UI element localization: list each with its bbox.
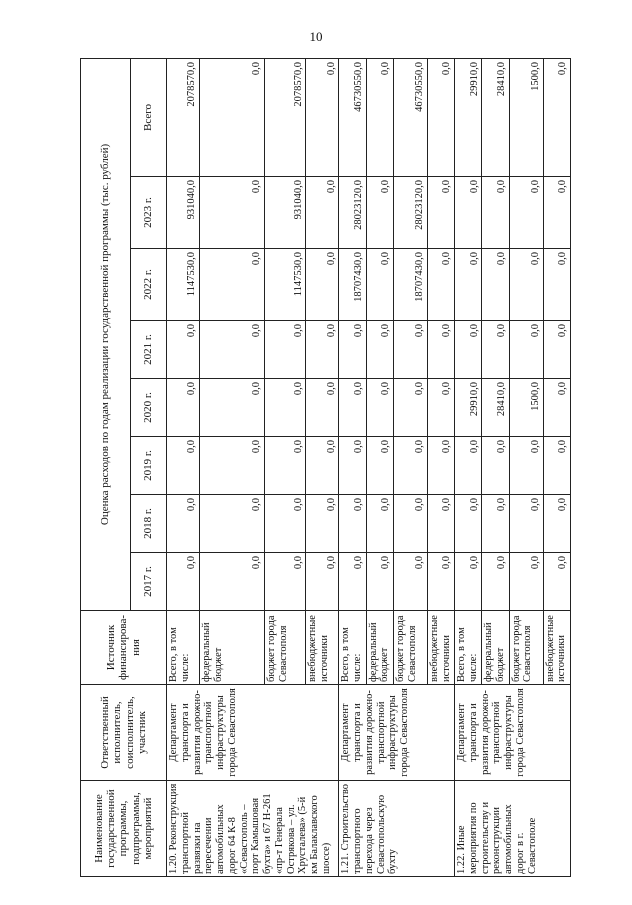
header-year: 2017 г. (131, 553, 167, 611)
year-value: 0,0 (200, 553, 265, 611)
year-value: 0,0 (306, 553, 339, 611)
year-value: 0,0 (393, 379, 427, 437)
year-value: 0,0 (543, 437, 570, 495)
year-value: 0,0 (339, 321, 366, 379)
year-value: 0,0 (427, 177, 454, 249)
year-value: 0,0 (306, 177, 339, 249)
year-value: 1147530,0 (265, 249, 306, 321)
year-value: 0,0 (427, 553, 454, 611)
year-value: 0,0 (482, 495, 509, 553)
year-value: 0,0 (455, 437, 482, 495)
total-value: 1500,0 (509, 58, 543, 176)
funding-source: внебюджетные источники (306, 611, 339, 685)
page-number: 10 (309, 29, 323, 44)
year-value: 0,0 (455, 249, 482, 321)
year-value: 0,0 (366, 379, 393, 437)
year-value: 0,0 (200, 379, 265, 437)
year-value: 0,0 (543, 495, 570, 553)
funding-source: федеральный бюджет (366, 611, 393, 685)
year-value: 0,0 (167, 321, 200, 379)
year-value: 0,0 (427, 321, 454, 379)
funding-source: бюджет города Севастополя (393, 611, 427, 685)
total-value: 0,0 (200, 58, 265, 176)
total-value: 28410,0 (482, 58, 509, 176)
year-value: 0,0 (543, 321, 570, 379)
year-value: 0,0 (455, 321, 482, 379)
total-value: 0,0 (306, 58, 339, 176)
header-source: Источник финансирова-ния (81, 611, 167, 685)
funding-source: Всего, в том числе: (167, 611, 200, 685)
year-value: 0,0 (200, 437, 265, 495)
total-value: 2078570,0 (265, 58, 306, 176)
year-value: 0,0 (366, 553, 393, 611)
table-row (339, 58, 366, 876)
year-value: 0,0 (306, 379, 339, 437)
year-value: 0,0 (393, 321, 427, 379)
year-value: 18707430,0 (339, 249, 366, 321)
year-value: 0,0 (306, 249, 339, 321)
year-value: 0,0 (393, 553, 427, 611)
table-row (455, 58, 482, 876)
year-value: 0,0 (427, 379, 454, 437)
year-value: 0,0 (306, 495, 339, 553)
header-year: 2019 г. (131, 437, 167, 495)
year-value: 0,0 (366, 495, 393, 553)
year-value: 0,0 (509, 177, 543, 249)
total-value: 0,0 (366, 58, 393, 176)
year-value: 0,0 (543, 177, 570, 249)
year-value: 0,0 (393, 495, 427, 553)
responsible-executor: Департамент транспорта и развития дорожно-транспортной инфраструктуры города Севастополя (455, 685, 571, 781)
total-value: 0,0 (427, 58, 454, 176)
total-value: 29910,0 (455, 58, 482, 176)
year-value: 1500,0 (509, 379, 543, 437)
measure-name: 1.22. Иные мероприятия по строительству и реконструкции автомобильных дорог в г. Севастополе (455, 781, 571, 877)
year-value: 931040,0 (167, 177, 200, 249)
funding-source: внебюджетные источники (543, 611, 570, 685)
year-value: 0,0 (339, 437, 366, 495)
responsible-executor: Департамент транспорта и развития дорожно-транспортной инфраструктуры города Севастополя (339, 685, 455, 781)
year-value: 0,0 (339, 553, 366, 611)
total-value: 46730550,0 (339, 58, 366, 176)
year-value: 0,0 (265, 495, 306, 553)
total-value: 46730550,0 (393, 58, 427, 176)
year-value: 0,0 (455, 495, 482, 553)
year-value: 0,0 (366, 437, 393, 495)
year-value: 931040,0 (265, 177, 306, 249)
total-value: 2078570,0 (167, 58, 200, 176)
year-value: 0,0 (167, 495, 200, 553)
year-value: 0,0 (427, 249, 454, 321)
year-value: 0,0 (509, 553, 543, 611)
year-value: 0,0 (482, 249, 509, 321)
year-value: 0,0 (509, 437, 543, 495)
year-value: 28023120,0 (339, 177, 366, 249)
year-value: 0,0 (509, 495, 543, 553)
year-value: 0,0 (265, 553, 306, 611)
year-value: 0,0 (339, 495, 366, 553)
table-row (167, 58, 200, 876)
measure-name: 1.21. Строительство транспортного перехода через Севастопольскую бухту (339, 781, 455, 877)
year-value: 0,0 (366, 249, 393, 321)
year-value: 0,0 (200, 321, 265, 379)
year-value: 0,0 (306, 321, 339, 379)
year-value: 0,0 (265, 437, 306, 495)
header-estimate: Оценка расходов по годам реализации государственной программы (тыс. рублей) (81, 58, 131, 610)
funding-source: Всего, в том числе: (339, 611, 366, 685)
year-value: 1147530,0 (167, 249, 200, 321)
year-value: 0,0 (482, 177, 509, 249)
year-value: 0,0 (167, 437, 200, 495)
year-value: 28023120,0 (393, 177, 427, 249)
rotated-table-container (80, 59, 571, 877)
year-value: 0,0 (455, 553, 482, 611)
year-value: 0,0 (543, 249, 570, 321)
measure-name: 1.20. Реконструкция транспортной развязки на пересечении автомобильных дорог 64 К-8 «Севастополь – порт Камышовая бухта» и 67 Н-261 «пр-т Генерала Острякова – ул. Хрусталева» (5-й км Балаклавского шоссе) (167, 781, 339, 877)
funding-source: федеральный бюджет (482, 611, 509, 685)
responsible-executor: Департамент транспорта и развития дорожно-транспортной инфраструктуры города Севастополя (167, 685, 339, 781)
year-value: 29910,0 (455, 379, 482, 437)
funding-source: федеральный бюджет (200, 611, 265, 685)
header-responsible: Ответственный исполнитель, соисполнитель, участник (81, 685, 167, 781)
year-value: 0,0 (167, 553, 200, 611)
year-value: 0,0 (265, 321, 306, 379)
year-value: 0,0 (366, 177, 393, 249)
funding-source: внебюджетные источники (427, 611, 454, 685)
header-year: 2021 г. (131, 321, 167, 379)
year-value: 0,0 (482, 321, 509, 379)
year-value: 0,0 (427, 495, 454, 553)
year-value: 0,0 (482, 437, 509, 495)
year-value: 0,0 (200, 249, 265, 321)
year-value: 28410,0 (482, 379, 509, 437)
funding-source: бюджет города Севастополя (265, 611, 306, 685)
year-value: 0,0 (509, 321, 543, 379)
funding-source: бюджет города Севастополя (509, 611, 543, 685)
table-body (167, 58, 571, 876)
year-value: 18707430,0 (393, 249, 427, 321)
year-value: 0,0 (167, 379, 200, 437)
year-value: 0,0 (393, 437, 427, 495)
year-value: 0,0 (366, 321, 393, 379)
year-value: 0,0 (200, 495, 265, 553)
year-value: 0,0 (509, 249, 543, 321)
total-value: 0,0 (543, 58, 570, 176)
year-value: 0,0 (427, 437, 454, 495)
year-value: 0,0 (200, 177, 265, 249)
year-value: 0,0 (543, 553, 570, 611)
header-year: 2018 г. (131, 495, 167, 553)
funding-source: Всего, в том числе: (455, 611, 482, 685)
year-value: 0,0 (482, 553, 509, 611)
header-year: 2022 г. (131, 249, 167, 321)
year-value: 0,0 (265, 379, 306, 437)
year-value: 0,0 (306, 437, 339, 495)
year-value: 0,0 (339, 379, 366, 437)
header-year: 2023 г. (131, 177, 167, 249)
header-total: Всего (131, 58, 167, 176)
year-value: 0,0 (543, 379, 570, 437)
header-name: Наименование государственной программы, подпрограммы, мероприятий (81, 781, 167, 877)
header-year: 2020 г. (131, 379, 167, 437)
year-value: 0,0 (455, 177, 482, 249)
budget-table (80, 58, 571, 877)
